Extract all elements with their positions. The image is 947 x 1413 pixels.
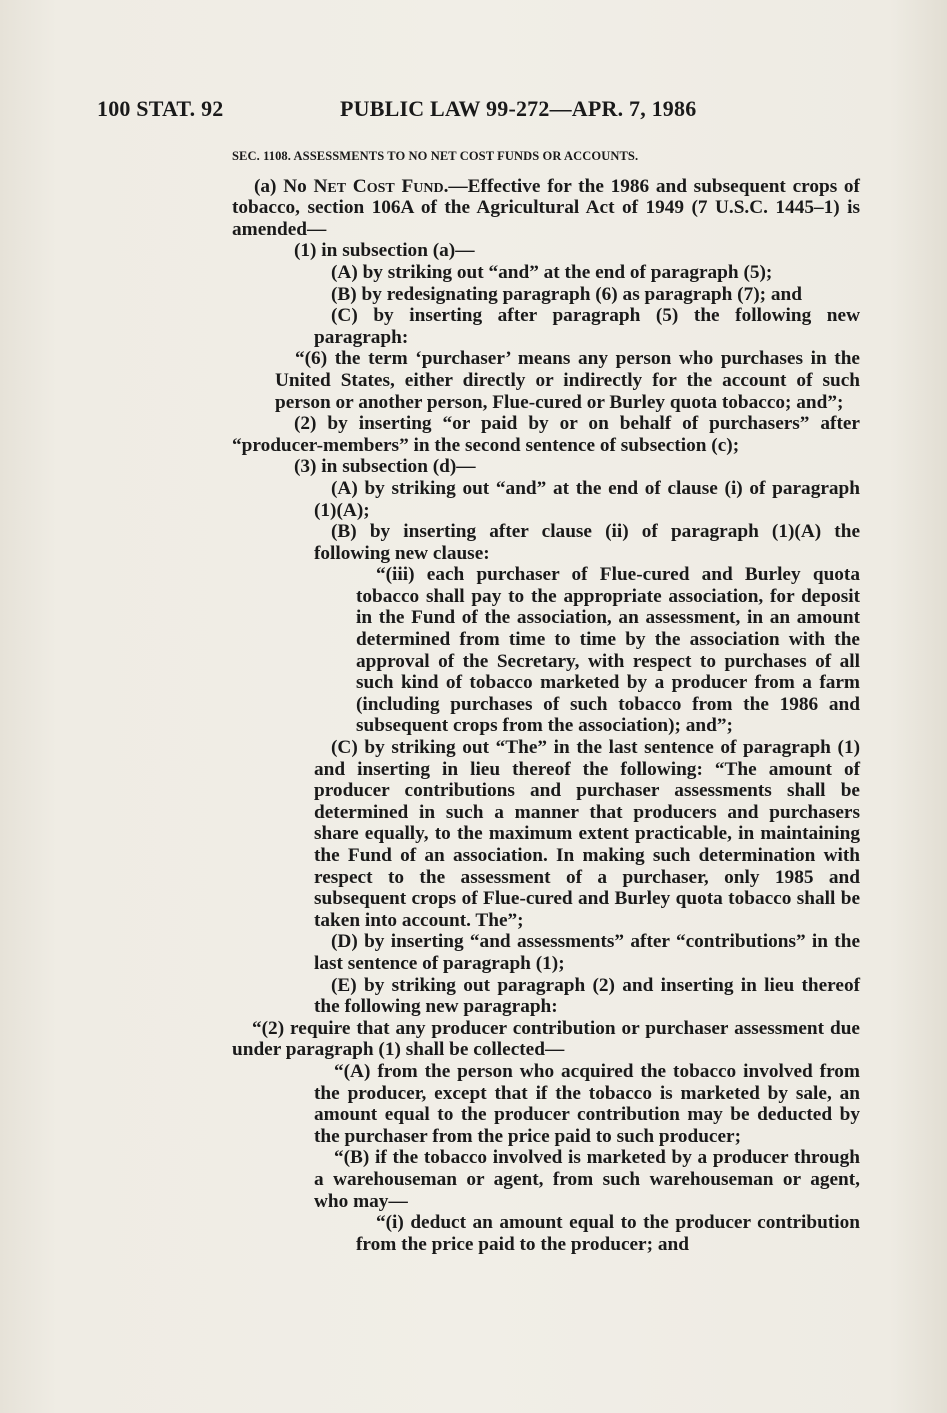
quoted-subparagraph-b: “(B) if the tobacco involved is marketed by a producer through a warehouseman or agent, from such warehouseman or agent, who may—	[314, 1147, 860, 1212]
subsection-a-label: (a) No	[254, 175, 314, 197]
clause-1c: (C) by inserting after paragraph (5) the following new paragraph:	[314, 305, 860, 348]
quoted-subparagraph-a: “(A) from the person who acquired the tobacco involved from the producer, except that if the tobacco is marketed by sale, an amount equal to the producer contribution may be deducted by the purchaser from the price paid to such producer;	[314, 1060, 860, 1147]
clause-3b: (B) by inserting after clause (ii) of paragraph (1)(A) the following new clause:	[314, 521, 860, 564]
section-body	[232, 146, 860, 1255]
quoted-clause-iii: “(iii) each purchaser of Flue-cured and Burley quota tobacco shall pay to the appropriate association, for deposit in the Fund of the association, an assessment, in an amount determined from time to time by the association with the approval of the Secretary, with respect to purchases of all such kind of tobacco marketed by a producer from a farm (including purchases of such tobacco from the 1986 and subsequent crops from the association); and”;	[356, 564, 860, 737]
clause-1b: (B) by redesignating paragraph (6) as paragraph (7); and	[331, 283, 802, 305]
paragraph-1: (1) in subsection (a)—	[294, 240, 475, 262]
subsection-a-title: Net Cost Fund	[313, 175, 444, 197]
subsection-a-text: .—Effective for the 1986 and subsequent crops of tobacco, section 106A of the Agricultural Act of 1949 (7 U.S.C. 1445–1) is amended—	[232, 175, 860, 240]
quoted-clause-i: “(i) deduct an amount equal to the producer contribution from the price paid to the producer; and	[356, 1212, 860, 1255]
clause-3a: (A) by striking out “and” at the end of clause (i) of paragraph (1)(A);	[314, 477, 860, 521]
subsection-a	[232, 176, 860, 241]
quoted-paragraph-2: “(2) require that any producer contribution or purchaser assessment due under paragraph (1) shall be collected—	[232, 1017, 860, 1061]
paragraph-2: (2) by inserting “or paid by or on behalf of purchasers” after “producer-members” in the second sentence of subsection (c);	[232, 413, 860, 456]
clause-3c: (C) by striking out “The” in the last sentence of paragraph (1) and inserting in lieu thereof the following: “The amount of producer contributions and purchaser assessments shall be determined in such a manner that producers and purchasers share equally, to the maximum extent practicable, in maintaining the Fund of an association. In making such determination with respect to the assessment of a purchaser, only 1985 and subsequent crops of Flue-cured and Burley quota tobacco shall be taken into account. The”;	[314, 737, 860, 931]
law-reference: PUBLIC LAW 99-272—APR. 7, 1986	[340, 96, 697, 121]
clause-3d: (D) by inserting “and assessments” after “contributions” in the last sentence of paragraph (1);	[314, 931, 860, 974]
section-heading: SEC. 1108. ASSESSMENTS TO NO NET COST FUNDS OR ACCOUNTS.	[232, 149, 639, 163]
paragraph-3: (3) in subsection (d)—	[294, 456, 476, 478]
quoted-paragraph-6: “(6) the term ‘purchaser’ means any person who purchases in the United States, either directly or indirectly for the account of such person or another person, Flue-cured or Burley quota tobacco; and”;	[275, 348, 860, 413]
clause-1a: (A) by striking out “and” at the end of paragraph (5);	[331, 261, 773, 283]
stat-reference: 100 STAT. 92	[97, 96, 224, 121]
clause-3e: (E) by striking out paragraph (2) and inserting in lieu thereof the following new paragraph:	[314, 974, 860, 1018]
